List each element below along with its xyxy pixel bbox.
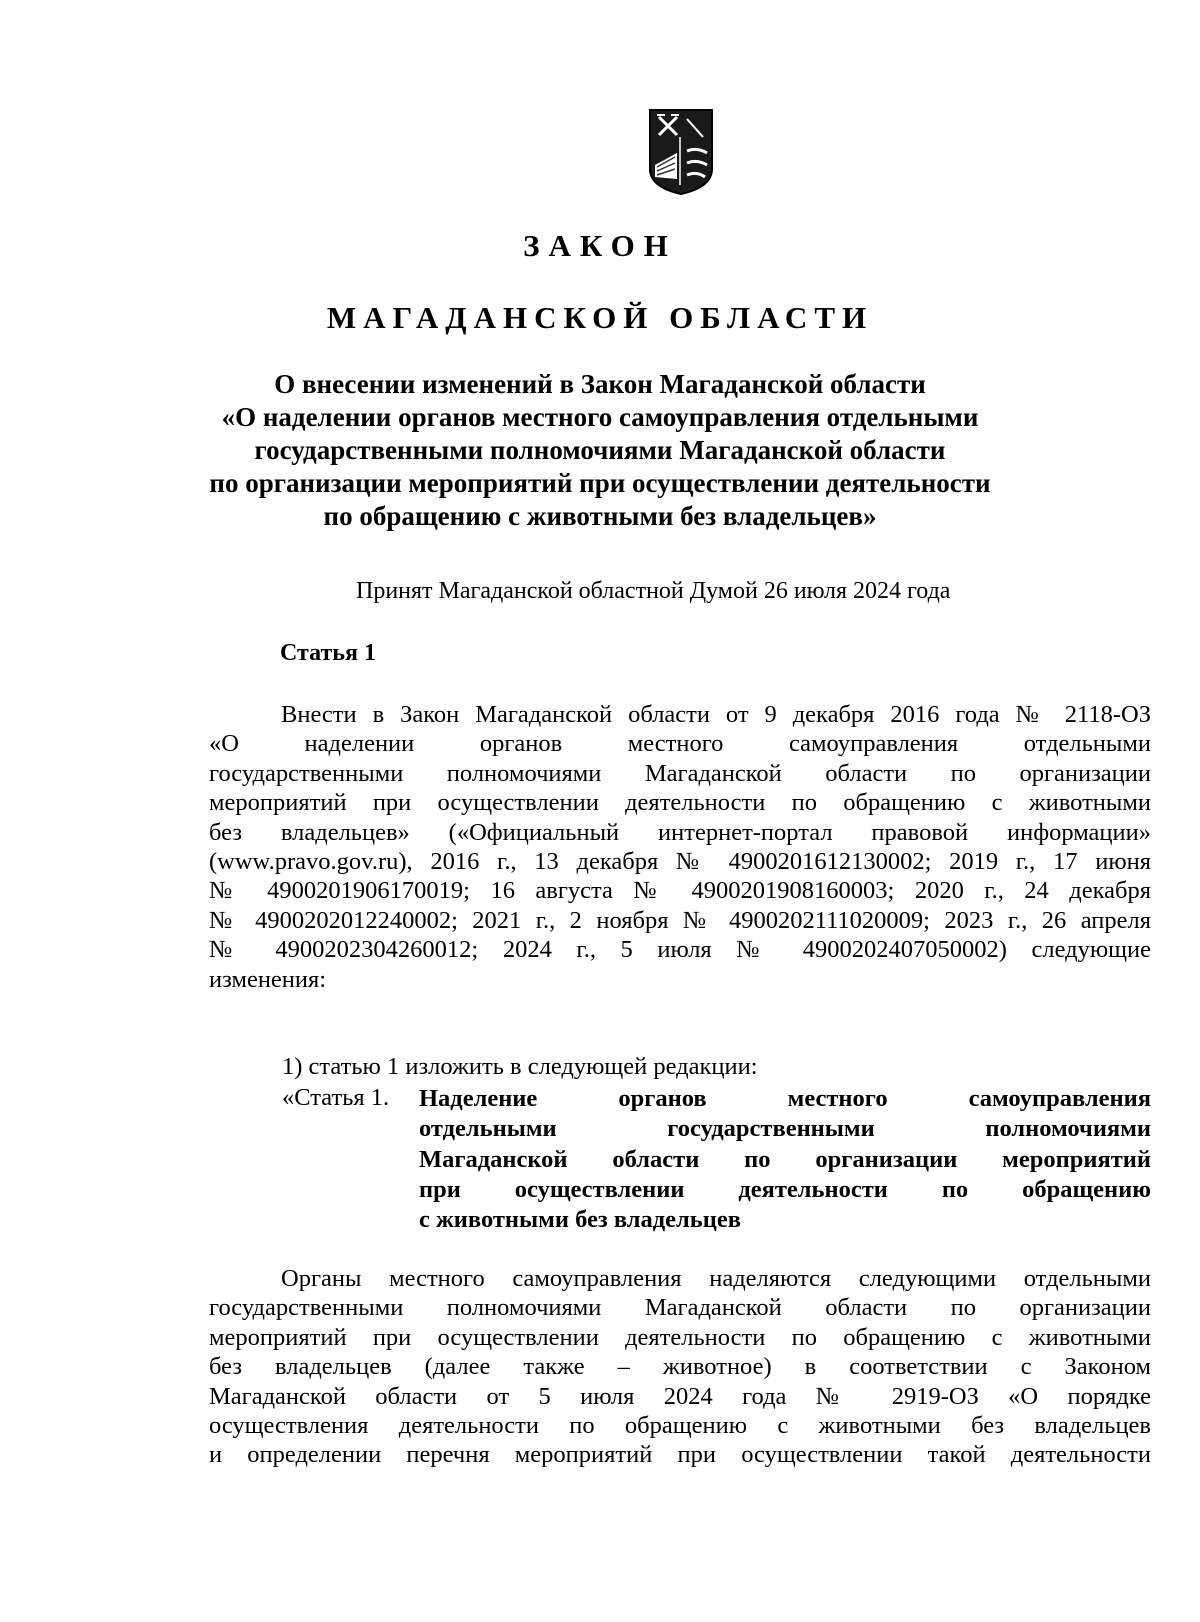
- subject-line: по обращению с животными без владельцев»: [323, 501, 877, 531]
- paragraph-line: и определении перечня мероприятий при осуществлении такой деятельности: [209, 1441, 1151, 1469]
- subject-line: по организации мероприятий при осуществлении деятельности: [209, 468, 991, 498]
- region-title: МАГАДАНСКОЙ ОБЛАСТИ: [326, 300, 874, 335]
- title-line: при осуществлении деятельности по обращению: [419, 1175, 1151, 1203]
- title-line: Магаданской области по организации мероприятий: [419, 1145, 1151, 1173]
- title-line: отдельными государственными полномочиями: [419, 1115, 1151, 1143]
- adoption-note: Принят Магаданской областной Думой 26 июля 2024 года: [356, 578, 951, 604]
- paragraph-line: мероприятий при осуществлении деятельности по обращению с животными: [209, 1323, 1151, 1351]
- paragraph-line: мероприятий при осуществлении деятельности по обращению с животными: [209, 789, 1151, 817]
- paragraph-line: № 4900202012240002; 2021 г., 2 ноября № 4900202111020009; 2023 г., 26 апреля: [209, 906, 1151, 934]
- paragraph-line: (www.pravo.gov.ru), 2016 г., 13 декабря № 4900201612130002; 2019 г., 17 июня: [209, 848, 1151, 876]
- article-heading: Статья 1: [280, 640, 376, 666]
- paragraph-line: государственными полномочиями Магаданской области по организации: [209, 759, 1151, 787]
- paragraph-line: осуществления деятельности по обращению с животными без владельцев: [209, 1412, 1151, 1440]
- law-title: ЗАКОН: [523, 228, 677, 263]
- title-line: с животными без владельцев: [419, 1206, 741, 1234]
- subject-line: О внесении изменений в Закон Магаданской области: [274, 369, 926, 399]
- subject-line: «О наделении органов местного самоуправления отдельными: [221, 402, 979, 432]
- paragraph-line: изменения:: [209, 965, 327, 993]
- amendment-paragraph: [209, 700, 1151, 994]
- paragraph-line: без владельцев (далее также – животное) в соответствии с Законом: [209, 1353, 1151, 1381]
- paragraph-line: Органы местного самоуправления наделяются следующими отдельными: [281, 1265, 1151, 1292]
- paragraph-line: Внести в Закон Магаданской области от 9 декабря 2016 года № 2118-ОЗ: [281, 701, 1151, 728]
- title-line: Наделение органов местного самоуправления: [419, 1085, 1151, 1112]
- subject-line: государственными полномочиями Магаданской области: [254, 435, 946, 465]
- paragraph-line: № 4900202304260012; 2024 г., 5 июля № 4900202407050002) следующие: [209, 936, 1151, 964]
- list-item: 1) статью 1 изложить в следующей редакции:: [282, 1053, 758, 1080]
- paragraph-line: № 4900201906170019; 16 августа № 4900201908160003; 2020 г., 24 декабря: [209, 877, 1151, 905]
- paragraph-line: «О наделении органов местного самоуправления отдельными: [209, 730, 1151, 758]
- law-subject: [150, 368, 1050, 533]
- new-article-title: [419, 1084, 1151, 1235]
- body-paragraph: [209, 1264, 1151, 1470]
- paragraph-line: без владельцев» («Официальный интернет-портал правовой информации»: [209, 818, 1151, 846]
- coat-of-arms-icon: [647, 107, 715, 197]
- paragraph-line: Магаданской области от 5 июля 2024 года № 2919-ОЗ «О порядке: [209, 1382, 1151, 1410]
- new-article-label: «Статья 1.: [282, 1084, 390, 1111]
- paragraph-line: государственными полномочиями Магаданской области по организации: [209, 1294, 1151, 1322]
